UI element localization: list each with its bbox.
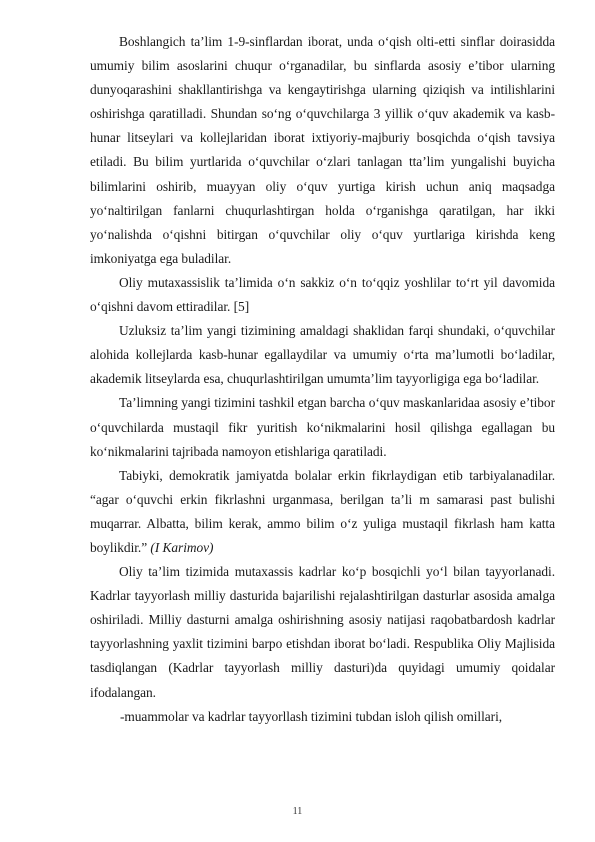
quote-citation: (I Karimov) [147,539,214,555]
paragraph-2 [90,271,555,319]
paragraph-6 [90,560,555,705]
paragraph-3 [90,319,555,391]
paragraph-1 [90,30,555,271]
paragraph-6-text: Oliy ta’lim tizimida mutaxassis kadrlar ko‘p bosqichli yo‘l bilan tayyorlanadi. Kadrlar tayyorlash milliy dasturida bajarilishi rejalashtirilgan dasturlar asosida amalga oshiriladi. Milliy dasturni amalga oshirishning asosiy natijasi raqobatbardosh kadrlar tayyorlashning yaxlit tizimini barpo etishdan iborat bo‘ladi. Respublika Oliy Majlisida tasdiqlangan (Kadrlar tayyorlash milliy dasturi)da quyidagi umumiy qoidalar ifodalangan. [90,564,555,700]
paragraph-2-text: Oliy mutaxassislik ta’limida o‘n sakkiz o‘n to‘qqiz yoshlilar to‘rt yil davomida o‘qishni davom ettiradilar. [5] [90,274,555,315]
paragraph-3-text: Uzluksiz ta’lim yangi tizimining amaldagi shaklidan farqi shundaki, o‘quvchilar alohida kollejlarda kasb-hunar egallaydilar va umumiy o‘rta ma’lumotli bo‘ladilar, akademik litseylarda esa, chuqurlashtirilgan umumta’lim tayyorligiga ega bo‘ladilar. [90,323,555,387]
paragraph-7-text: -muammolar va kadrlar tayyorllash tizimini tubdan isloh qilish omillari, [120,708,503,724]
paragraph-4-text: Ta’limning yangi tizimini tashkil etgan barcha o‘quv maskanlaridaa asosiy e’tibor o‘quvchilarda mustaqil fikr yuritish ko‘nikmalarini hosil qilishga egallagan bu ko‘nikmalarini tajribada namoyon etishlariga qaratiladi. [90,395,555,459]
paragraph-5 [90,464,555,560]
paragraph-4 [90,391,555,463]
paragraph-7 [90,705,555,729]
paragraph-1-text: Boshlangich ta’lim 1-9-sinflardan iborat, unda o‘qish olti-etti sinflar doirasidda umumiy bilim asoslarini chuqur o‘rganadilar, bu sinflarda asosiy e’tibor ularning dunyoqarashini shakllantirishga va kengaytirishga ularning qiziqish va intilishlarini oshirishga qaratilladi. Shundan so‘ng o‘quvchilarga 3 yillik o‘quv akademik va kasb- hunar litseylari va kollejlaridan iborat ixtiyoriy-majburiy bosqichda o‘qish tavsiya etiladi. Bu bilim yurtlarida o‘quvchilar o‘zlari tanlagan tta’lim yungalishi buyicha bilimlarini oshirib, muayyan oliy o‘quv yurtiga kirish uchun aniq maqsadga yo‘naltirilgan fanlarni chuqurlashtirgan holda o‘rganishga qaratilgan, har ikki yo‘nalishda o‘qishni bitirgan o‘quvchilar oliy o‘quv yurtlariga kirishda keng imkoniyatga ega buladilar. [90,34,555,266]
page-number: 11 [292,806,303,817]
paragraph-5-text: Tabiyki, demokratik jamiyatda bolalar erkin fikrlaydigan etib tarbiyalanadilar. “agar o‘quvchi erkin fikrlashni urganmasa, berilgan ta’li m samarasi past bulishi muqarrar. Albatta, bilim kerak, ammo bilim o‘z yuliga mustaqil fikrlash ham katta boylikdir.” [90,467,555,555]
document-body [90,30,555,729]
